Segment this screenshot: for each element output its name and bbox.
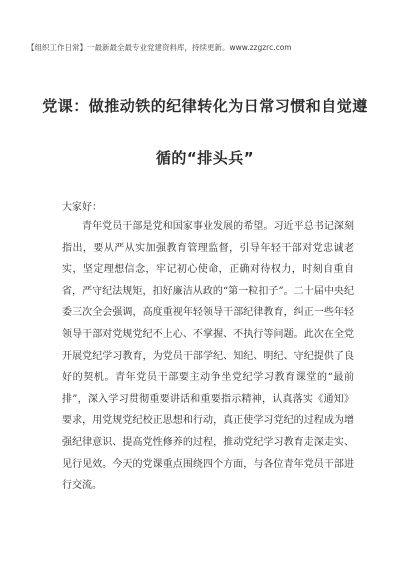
header-note: 【组织工作日常】一最新最全最专业党建资料库，持续更新。www.zzgzrc.com [27, 43, 292, 52]
title-line-1: 党课：做推动铁的纪律转化为日常习惯和自觉遵 [42, 97, 368, 115]
body-text [62, 216, 354, 497]
paragraph: 青年党员干部是党和国家事业发展的希望。习近平总书记深刻指出，要从严从实加强教育管理监督，引导年轻干部对党忠诚老实，坚定理想信念，牢记初心使命，正确对待权力，时刻自重自省，严守纪法规矩，扣好廉洁从政的“第一粒扣子”。二十届中央纪委三次全会强调，高度重视年轻领导干部纪律教育，纠正一些年轻领导干部对党规党纪不上心、不掌握、不执行等问题。此次在全党开展党纪学习教育，为党员干部学纪、知纪、明纪、守纪提供了良好的契机。青年党员干部要主动争坐党纪学习教育课堂的“最前排”，深入学习贯彻重要讲话和重要指示精神，认真落实《通知》要求，用党规党纪校正思想和行动，真正使学习党纪的过程成为增强纪律意识、提高党性修养的过程，推动党纪学习教育走深走实、见行见效。今天的党课重点围绕四个方面，与各位青年党员干部进行交流。 [62, 221, 354, 492]
title-line-2: 循的“排头兵” [155, 149, 255, 167]
salutation: 大家好： [62, 202, 102, 213]
